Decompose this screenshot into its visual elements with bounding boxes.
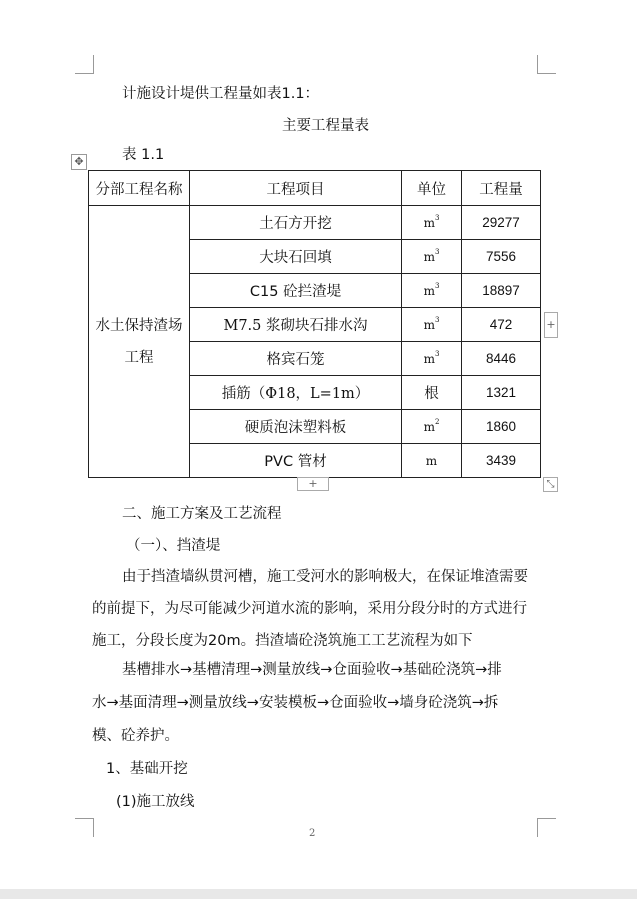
unit-cell <box>402 308 462 342</box>
unit-text: m <box>423 215 435 230</box>
section-name-line1: 水土保持渣场 <box>95 317 183 334</box>
table-move-icon[interactable]: ✥ <box>71 154 87 170</box>
add-column-button[interactable]: + <box>544 312 558 338</box>
section-name-cell <box>89 206 190 478</box>
unit-cell <box>402 376 462 410</box>
table-row <box>89 206 541 240</box>
quantity-table <box>88 170 541 478</box>
paragraph-line: 由于挡渣墙纵贯河槽，施工受河水的影响极大，在保证堆渣需要 <box>122 569 528 585</box>
crop-mark-bottom-left <box>75 818 94 837</box>
unit-cell <box>402 274 462 308</box>
item-cell: 大块石回填 <box>190 240 402 274</box>
crop-mark-top-left <box>75 55 94 74</box>
item-cell: PVC 管材 <box>190 444 402 478</box>
item-cell: 硬质泡沫塑料板 <box>190 410 402 444</box>
unit-superscript: 3 <box>434 315 440 324</box>
add-row-button[interactable]: + <box>297 477 329 491</box>
crop-mark-bottom-right <box>537 818 556 837</box>
header-section: 分部工程名称 <box>89 171 190 206</box>
unit-text: 根 <box>424 386 439 402</box>
process-line: 模、砼养护。 <box>92 728 179 744</box>
unit-superscript: 2 <box>434 417 440 426</box>
unit-text: m <box>423 419 435 434</box>
quantity-cell: 7556 <box>462 240 541 274</box>
unit-superscript: 3 <box>434 247 440 256</box>
page-number: 2 <box>309 828 316 839</box>
unit-text: m <box>425 453 438 468</box>
window-bottom-bar <box>0 889 637 899</box>
subsection1-heading: （一）、挡渣堤 <box>126 538 221 554</box>
unit-cell <box>402 240 462 274</box>
unit-superscript: 3 <box>434 213 440 222</box>
header-item: 工程项目 <box>190 171 402 206</box>
item-cell: M7.5 浆砌块石排水沟 <box>190 308 402 342</box>
unit-text: m <box>423 351 435 366</box>
table-title: 主要工程量表 <box>282 118 369 134</box>
unit-superscript: 3 <box>434 281 440 290</box>
crop-mark-top-right <box>537 55 556 74</box>
header-quantity: 工程量 <box>462 171 541 206</box>
quantity-cell: 1321 <box>462 376 541 410</box>
section-name-line2: 工程 <box>124 349 154 366</box>
unit-text: m <box>423 283 435 298</box>
unit-text: m <box>423 249 435 264</box>
table-caption: 表 1.1 <box>122 147 165 163</box>
unit-cell <box>402 444 462 478</box>
process-line: 基槽排水→基槽清理→测量放线→仓面验收→基础砼浇筑→排 <box>122 662 502 678</box>
unit-superscript: 3 <box>434 349 440 358</box>
unit-text: m <box>423 317 435 332</box>
quantity-cell: 3439 <box>462 444 541 478</box>
paragraph-line: 的前提下，为尽可能减少河道水流的影响，采用分段分时的方式进行 <box>92 601 527 617</box>
item-cell: 格宾石笼 <box>190 342 402 376</box>
table-header-row <box>89 171 541 206</box>
table-resize-icon[interactable]: ⤡ <box>543 477 558 492</box>
quantity-cell: 1860 <box>462 410 541 444</box>
quantity-cell: 472 <box>462 308 541 342</box>
unit-cell <box>402 342 462 376</box>
item1-subheading: (1)施工放线 <box>116 794 195 810</box>
process-line: 水→基面清理→测量放线→安装模板→仓面验收→墙身砼浇筑→拆 <box>92 695 499 711</box>
quantity-cell: 29277 <box>462 206 541 240</box>
quantity-cell: 8446 <box>462 342 541 376</box>
section2-heading: 二、施工方案及工艺流程 <box>122 506 282 522</box>
item1-heading: 1、基础开挖 <box>106 761 188 777</box>
unit-cell <box>402 206 462 240</box>
quantity-cell: 18897 <box>462 274 541 308</box>
item-cell: C15 砼拦渣堤 <box>190 274 402 308</box>
paragraph-line: 施工，分段长度为20m。挡渣墙砼浇筑施工工艺流程为如下 <box>92 633 473 649</box>
header-unit: 单位 <box>402 171 462 206</box>
unit-cell <box>402 410 462 444</box>
item-cell: 插筋（Φ18，L=1m） <box>190 376 402 410</box>
item-cell: 土石方开挖 <box>190 206 402 240</box>
intro-line: 计施设计堤供工程量如表1.1： <box>122 86 320 102</box>
